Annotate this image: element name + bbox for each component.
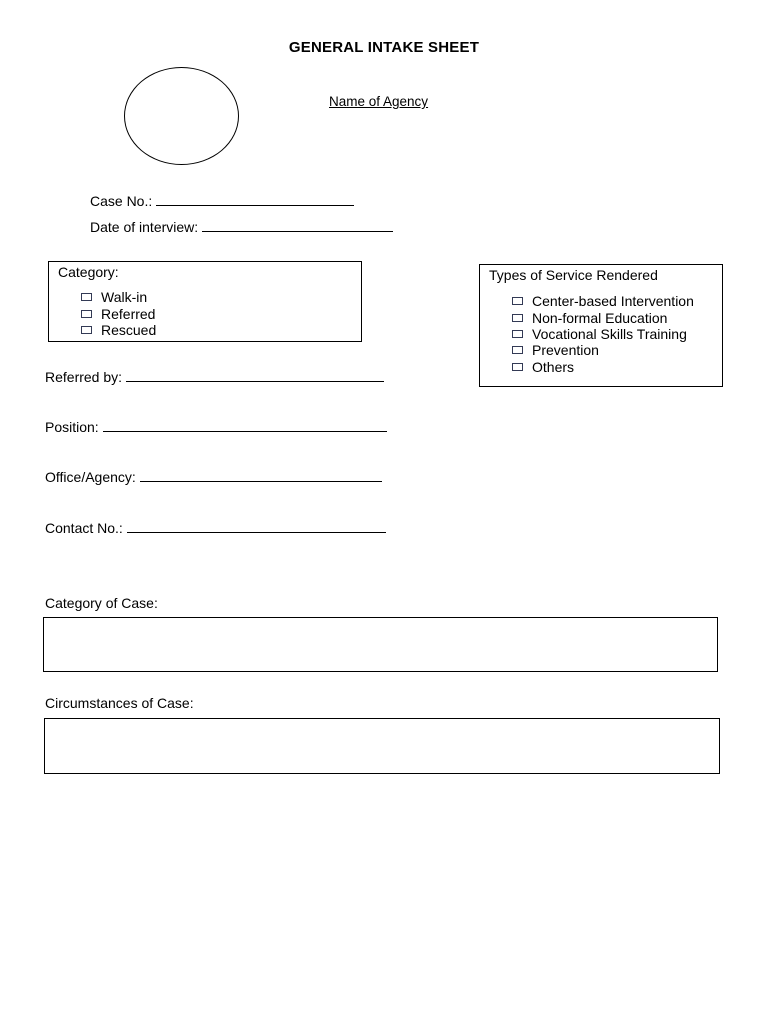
office-agency-label: Office/Agency: [45,469,136,485]
case-no-label: Case No.: [90,193,153,209]
services-box [479,264,723,387]
option-label: Rescued [101,321,157,338]
option-label: Walk-in [101,289,148,306]
photo-placeholder[interactable] [124,67,239,165]
position-label: Position: [45,419,99,435]
office-agency-line[interactable] [140,471,382,482]
office-agency-field[interactable] [45,469,382,485]
contact-no-line[interactable] [127,522,386,533]
category-of-case-box[interactable] [43,617,718,672]
case-no-field[interactable] [90,193,354,209]
checkbox-icon[interactable] [512,346,523,354]
contact-no-label: Contact No.: [45,520,123,536]
category-box [48,261,362,342]
checkbox-icon[interactable] [81,310,92,318]
category-options [81,289,156,338]
checkbox-icon[interactable] [512,363,523,371]
checkbox-icon[interactable] [512,330,523,338]
checkbox-icon[interactable] [81,326,92,334]
category-option-walk-in[interactable] [81,289,156,305]
checkbox-icon[interactable] [512,314,523,322]
category-label: Category: [58,264,119,280]
agency-name-label: Name of Agency [329,94,429,109]
service-option-prevention[interactable] [512,342,694,358]
form-title: GENERAL INTAKE SHEET [288,39,480,56]
service-option-others[interactable] [512,359,694,375]
case-no-line[interactable] [156,195,354,206]
date-of-interview-line[interactable] [202,221,393,232]
category-option-rescued[interactable] [81,322,156,338]
services-options [512,293,694,375]
option-label: Vocational Skills Training [532,325,687,342]
service-option-center-based[interactable] [512,293,694,309]
option-label: Center-based Intervention [532,293,694,310]
service-option-vocational-skills[interactable] [512,326,694,342]
services-label: Types of Service Rendered [489,267,658,283]
option-label: Others [532,358,575,375]
date-of-interview-label: Date of interview: [90,219,199,235]
circumstances-of-case-label: Circumstances of Case: [45,695,194,711]
referred-by-label: Referred by: [45,369,123,385]
service-option-non-formal-education[interactable] [512,309,694,325]
circumstances-of-case-box[interactable] [44,718,720,774]
referred-by-line[interactable] [126,371,384,382]
checkbox-icon[interactable] [512,297,523,305]
category-option-referred[interactable] [81,305,156,321]
checkbox-icon[interactable] [81,293,92,301]
option-label: Prevention [532,342,599,359]
option-label: Non-formal Education [532,309,668,326]
referred-by-field[interactable] [45,369,384,385]
option-label: Referred [101,305,156,322]
date-of-interview-field[interactable] [90,219,393,235]
contact-no-field[interactable] [45,520,386,536]
position-line[interactable] [103,421,387,432]
position-field[interactable] [45,419,387,435]
category-of-case-label: Category of Case: [45,595,158,611]
